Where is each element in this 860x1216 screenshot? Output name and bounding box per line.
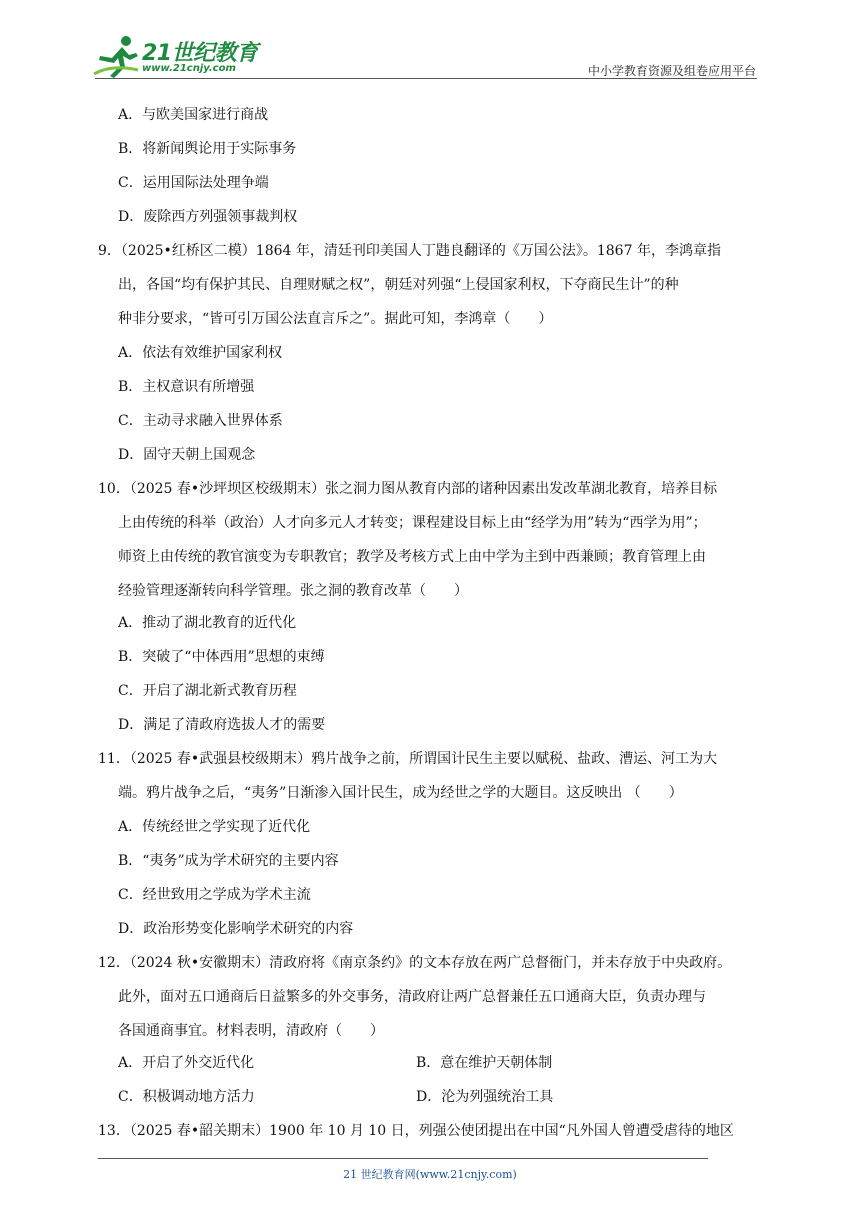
q12-option-a: A．开启了外交近代化 bbox=[118, 1055, 255, 1071]
q10-option-a: A．推动了湖北教育的近代化 bbox=[118, 615, 297, 631]
q12-stem-line-3: 各国通商事宜。材料表明，清政府（ ） bbox=[118, 1023, 384, 1039]
q10-option-d: D．满足了清政府选拔人才的需要 bbox=[118, 717, 326, 733]
q8-option-a: A．与欧美国家进行商战 bbox=[118, 107, 269, 123]
q9-option-d: D．固守天朝上国观念 bbox=[118, 447, 256, 463]
q12-stem-line-1: 12．（2024 秋•安徽期末）清政府将《南京条约》的文本存放在两广总督衙门，并未存放于中央政府。 bbox=[98, 955, 732, 971]
q8-option-d: D．废除西方列强领事裁判权 bbox=[118, 209, 298, 225]
q10-option-c: C．开启了湖北新式教育历程 bbox=[118, 683, 297, 699]
page-footer: 21 世纪教育网(www.21cnjy.com) bbox=[343, 1168, 517, 1181]
q9-option-b: B．主权意识有所增强 bbox=[118, 379, 255, 395]
footer-divider bbox=[98, 1158, 708, 1159]
q12-option-d: D．沦为列强统治工具 bbox=[416, 1089, 554, 1105]
q11-stem-line-2: 端。鸦片战争之后，“夷务”日渐渗入国计民生，成为经世之学的大题目。这反映出 （ ） bbox=[118, 785, 683, 801]
q11-option-c: C．经世致用之学成为学术主流 bbox=[118, 887, 311, 903]
q11-option-b: B．“夷务”成为学术研究的主要内容 bbox=[118, 853, 339, 869]
header-divider bbox=[95, 78, 757, 79]
q10-stem-line-2: 上由传统的科举（政治）人才向多元人才转变；课程建设目标上由“经学为用”转为“西学为用”； bbox=[118, 515, 707, 531]
platform-name: 中小学教育资源及组卷应用平台 bbox=[587, 64, 756, 78]
q11-option-a: A．传统经世之学实现了近代化 bbox=[118, 819, 311, 835]
logo-url: www.21cnjy.com bbox=[142, 63, 236, 74]
q10-stem-line-4: 经验管理逐渐转向科学管理。张之洞的教育改革（ ） bbox=[118, 583, 468, 599]
runner-logo-icon bbox=[92, 34, 142, 80]
q9-option-a: A．依法有效维护国家利权 bbox=[118, 345, 283, 361]
q13-stem-line-1: 13．（2025 春•韶关期末）1900 年 10 月 10 日，列强公使团提出在中国“凡外国人曾遭受虐待的地区 bbox=[98, 1123, 734, 1139]
q9-stem-line-2: 出，各国“均有保护其民、自理财赋之权”，朝廷对列强“上侵国家利权，下夺商民生计”的种 bbox=[118, 277, 679, 293]
page-header bbox=[0, 0, 860, 80]
q9-option-c: C．主动寻求融入世界体系 bbox=[118, 413, 283, 429]
q11-stem-line-1: 11．（2025 春•武强县校级期末）鸦片战争之前，所谓国计民生主要以赋税、盐政、漕运、河工为大 bbox=[98, 751, 718, 767]
q10-stem-line-1: 10．（2025 春•沙坪坝区校级期末）张之洞力图从教育内部的诸种因素出发改革湖北教育，培养目标 bbox=[98, 481, 718, 497]
logo-title: 21世纪教育 bbox=[142, 41, 258, 66]
q8-option-b: B．将新闻舆论用于实际事务 bbox=[118, 141, 297, 157]
logo bbox=[92, 34, 262, 82]
q12-option-c: C．积极调动地方活力 bbox=[118, 1089, 255, 1105]
q11-option-d: D．政治形势变化影响学术研究的内容 bbox=[118, 921, 354, 937]
q12-stem-line-2: 此外，面对五口通商后日益繁多的外交事务，清政府让两广总督兼任五口通商大臣，负责办理与 bbox=[118, 989, 706, 1005]
q10-stem-line-3: 师资上由传统的教官演变为专职教官；教学及考核方式上由中学为主到中西兼顾；教育管理上由 bbox=[118, 549, 706, 565]
q9-stem-line-1: 9．（2025•红桥区二模）1864 年，清廷刊印美国人丁韪良翻译的《万国公法》。1867 年，李鸿章指 bbox=[98, 243, 721, 259]
q12-option-b: B．意在维护天朝体制 bbox=[416, 1055, 553, 1071]
q9-stem-line-3: 种非分要求，“皆可引万国公法直言斥之”。据此可知，李鸿章（ ） bbox=[118, 311, 553, 327]
q10-option-b: B．突破了“中体西用”思想的束缚 bbox=[118, 649, 325, 665]
q8-option-c: C．运用国际法处理争端 bbox=[118, 175, 269, 191]
